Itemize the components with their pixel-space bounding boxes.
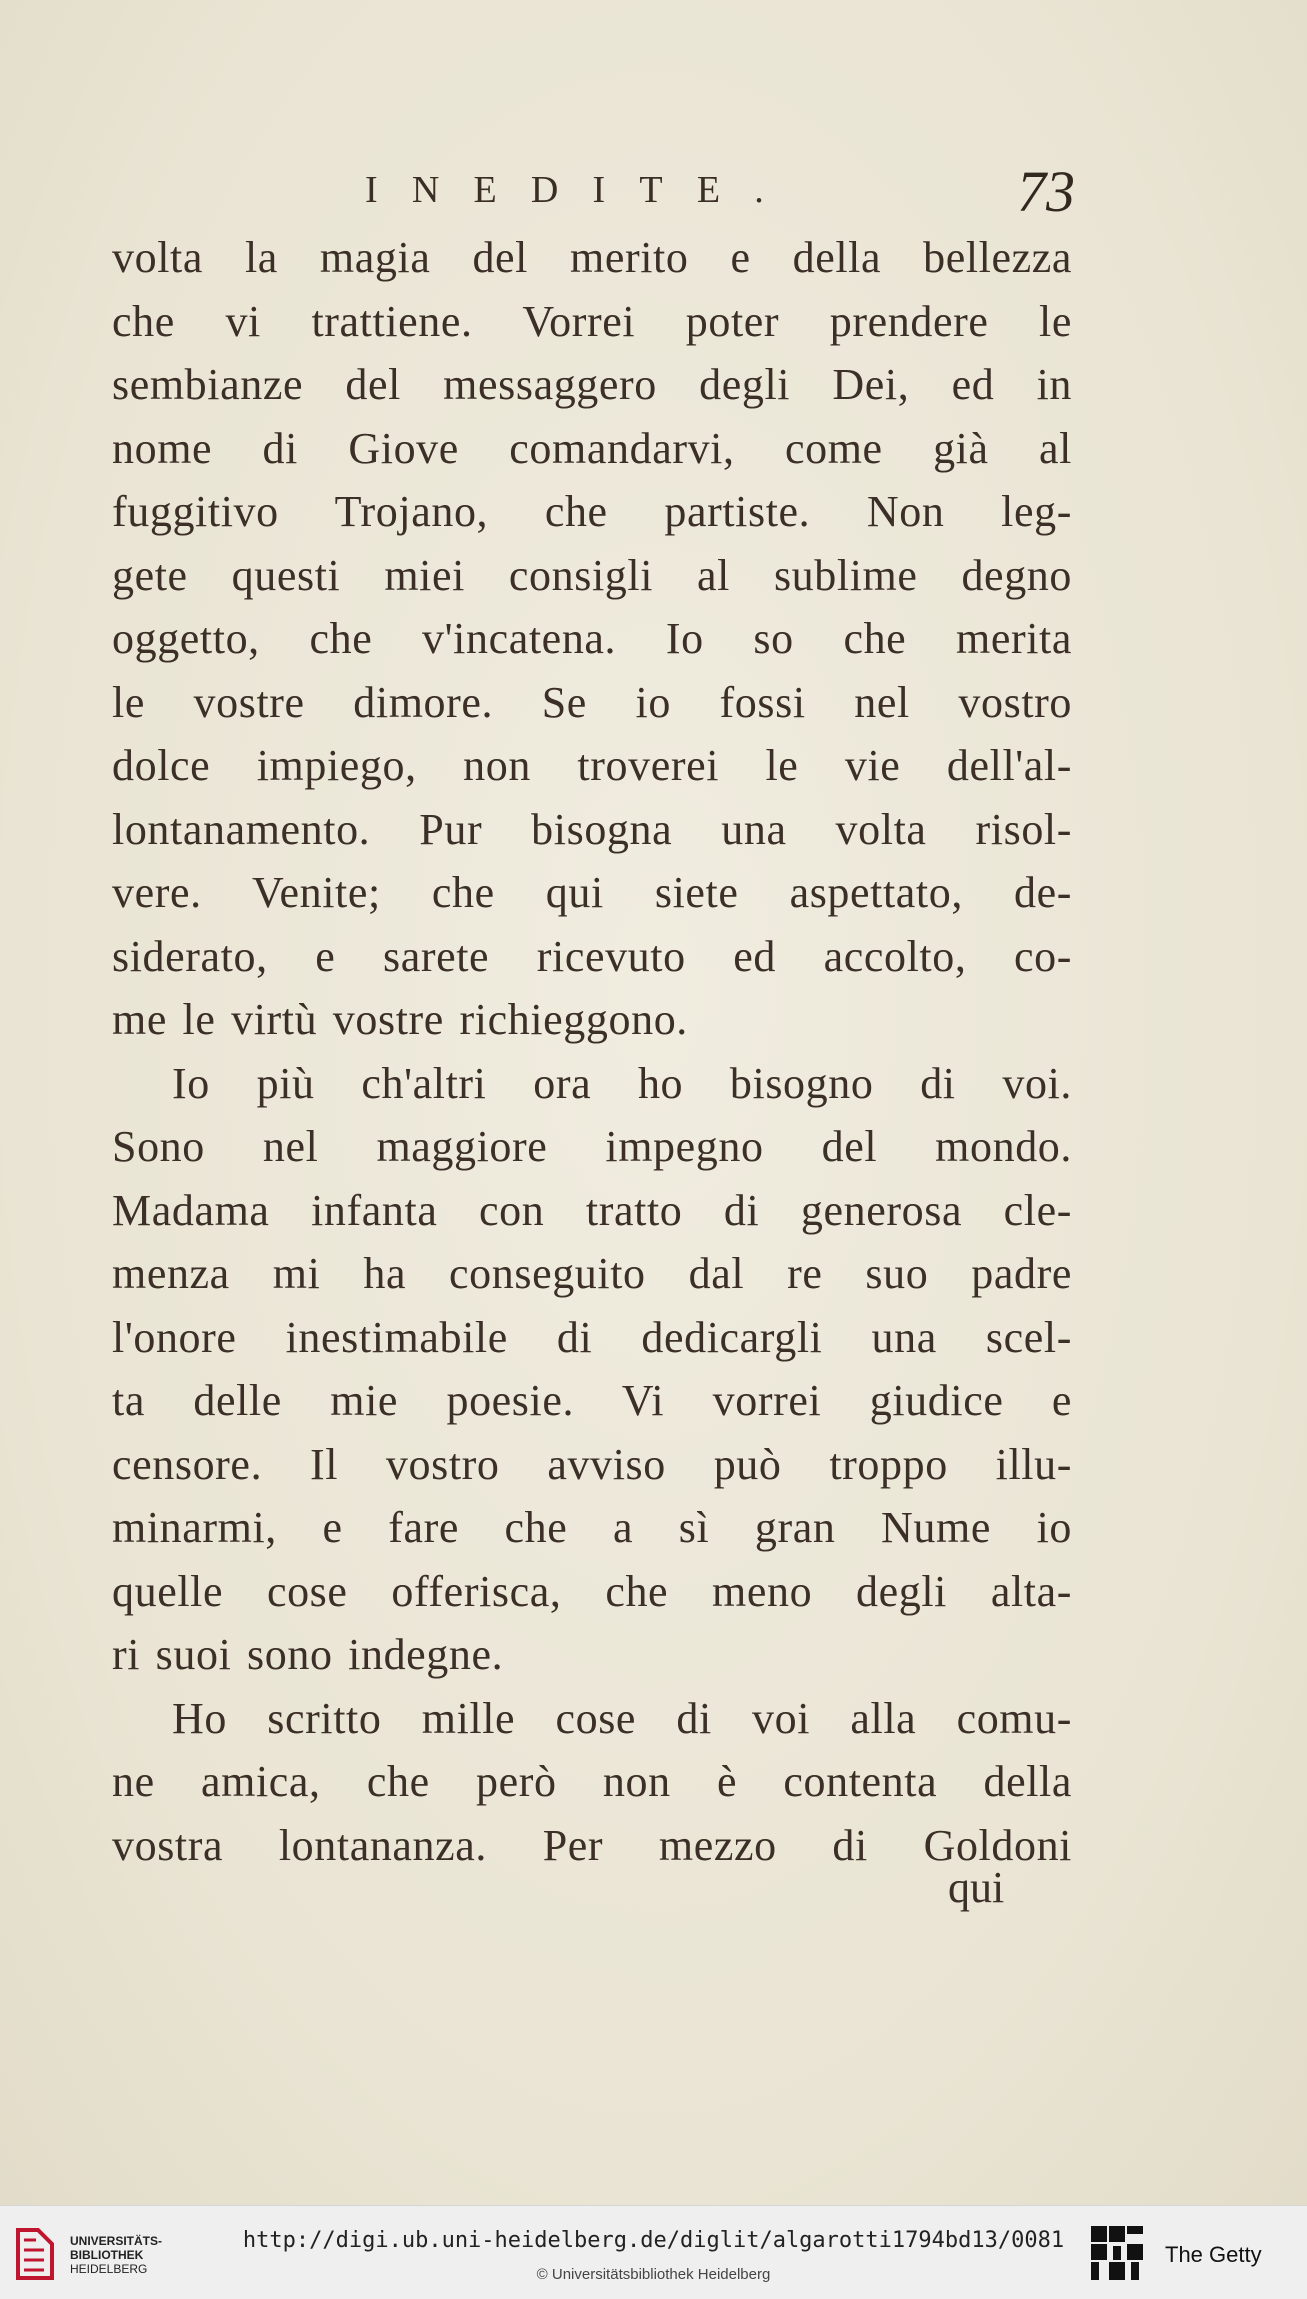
text-line: me le virtù vostre richieggono.	[112, 995, 688, 1044]
text-line: censore. Il vostro avviso può troppo illu-	[112, 1439, 1072, 1489]
text-line: le vostre dimore. Se io fossi nel vostro	[112, 677, 1072, 727]
paragraph-first-line: Io più ch'altri ora ho bisogno di voi.	[172, 1058, 1072, 1108]
text-line: menza mi ha conseguito dal re suo padre	[112, 1249, 1072, 1298]
viewer-footer	[0, 2205, 1307, 2299]
library-name: UNIVERSITÄTS- BIBLIOTHEK HEIDELBERG	[70, 2234, 163, 2276]
getty-logo-icon	[1089, 2224, 1145, 2282]
text-line: minarmi, e fare che a sì gran Nume io	[112, 1503, 1072, 1552]
copyright-notice: © Universitätsbibliothek Heidelberg	[536, 2266, 771, 2283]
text-line: ri suoi sono indegne.	[112, 1630, 504, 1679]
text-line: vostra lontananza. Per mezzo di Goldoni	[112, 1820, 1072, 1870]
permalink-url[interactable]: http://digi.ub.uni-heidelberg.de/diglit/algarotti1794bd13/0081	[242, 2228, 1065, 2253]
text-line: ne amica, che però non è contenta della	[112, 1757, 1072, 1806]
text-line: vere. Venite; che qui siete aspettato, de-	[112, 868, 1072, 917]
text-line: l'onore inestimabile di dedicargli una scel-	[112, 1312, 1072, 1362]
text-line: dolce impiego, non troverei le vie dell'al-	[112, 741, 1072, 790]
page-number: 73	[1017, 159, 1075, 224]
catchword: qui	[948, 1863, 1005, 1912]
getty-name: The Getty	[1165, 2242, 1262, 2267]
text-line: oggetto, che v'incatena. Io so che merita	[112, 614, 1072, 663]
running-head	[365, 158, 1075, 228]
text-line: sembianze del messaggero degli Dei, ed in	[112, 360, 1072, 409]
text-line: ta delle mie poesie. Vi vorrei giudice e	[112, 1376, 1072, 1425]
text-line: fuggitivo Trojano, che partiste. Non leg-	[112, 487, 1072, 536]
text-line: che vi trattiene. Vorrei poter prendere le	[112, 296, 1072, 346]
text-line: lontanamento. Pur bisogna una volta risol-	[112, 804, 1072, 854]
text-line: Madama infanta con tratto di generosa cle-	[112, 1185, 1072, 1235]
text-line: siderato, e sarete ricevuto ed accolto, co-	[112, 931, 1072, 981]
paragraph-first-line: Ho scritto mille cose di voi alla comu-	[172, 1693, 1072, 1743]
text-line: volta la magia del merito e della bellezza	[112, 233, 1072, 282]
text-line: Sono nel maggiore impegno del mondo.	[112, 1122, 1072, 1171]
running-title: INEDITE.	[365, 169, 798, 211]
text-line: gete questi miei consigli al sublime degno	[112, 550, 1072, 600]
getty-logo[interactable]	[1089, 2224, 1289, 2284]
text-line: quelle cose offerisca, che meno degli alta-	[112, 1566, 1072, 1616]
body-text	[112, 226, 1072, 1877]
text-line: nome di Giove comandarvi, come già al	[112, 423, 1072, 473]
